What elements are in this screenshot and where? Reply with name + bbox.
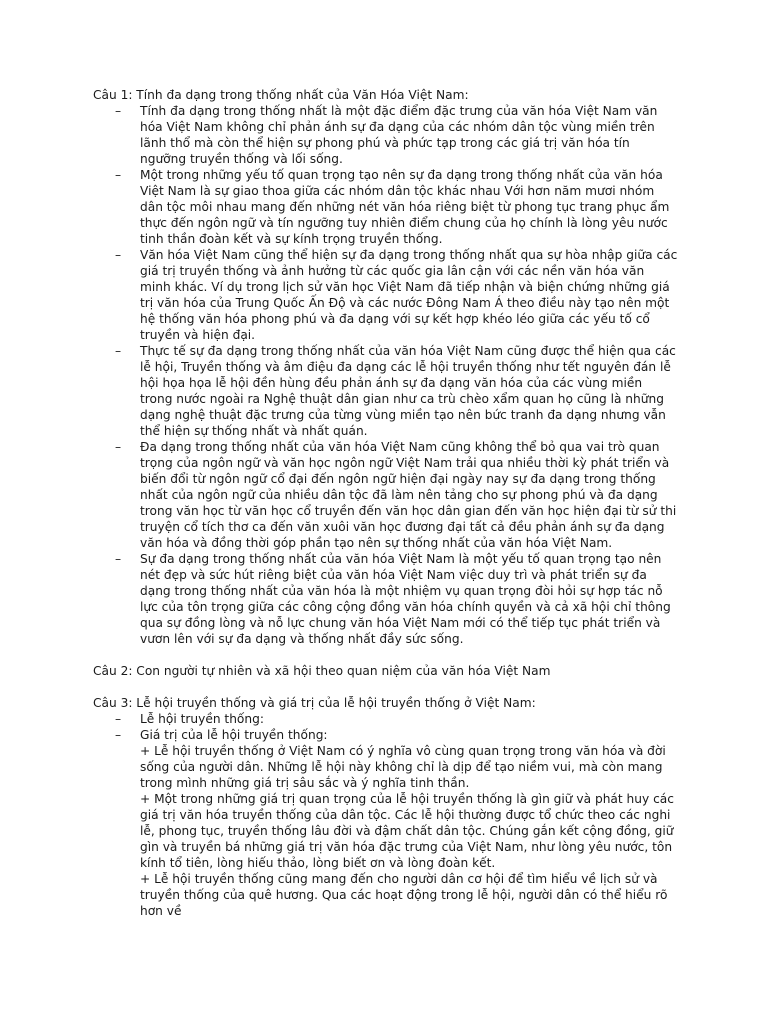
question-2-heading: Câu 2: Con người tự nhiên và xã hội theo quan niệm của văn hóa Việt Nam: [93, 664, 551, 678]
list-item-text: Lễ hội truyền thống:: [140, 712, 264, 726]
sub-paragraph: + Lễ hội truyền thống cũng mang đến cho người dân cơ hội để tìm hiểu về lịch sử và truyền thống của quê hương. Qua các hoạt động trong lễ hội, người dân có thể hiểu rõ hơn về: [140, 872, 668, 918]
dash-marker: –: [115, 104, 122, 118]
question-3-heading: Câu 3: Lễ hội truyền thống và giá trị của lễ hội truyền thống ở Việt Nam:: [93, 696, 536, 710]
list-item-text: Thực tế sự đa dạng trong thống nhất của văn hóa Việt Nam cũng được thể hiện qua các lễ hội, Truyền thống và âm điệu đa dạng các lễ hội truyền thống như tết nguyên đán lễ hội họa họa lễ hội đền hùng đều phản ánh sự đa dạng văn hóa của các vùng miền trong nước ngoài ra Nghệ thuật dân gian như ca trù chèo xẩm quan họ cũng là những dạng nghệ thuật đặc trưng của từng vùng miền tạo nên bức tranh đa dạng nhưng vẫn thể hiện sự thống nhất và nhất quán.: [140, 344, 676, 438]
dash-marker: –: [115, 344, 122, 358]
dash-marker: –: [115, 728, 122, 742]
question-3-list: [93, 711, 678, 743]
list-item-text: Sự đa dạng trong thống nhất của văn hóa Việt Nam là một yếu tố quan trọng tạo nên nét đẹp và sức hút riêng biệt của văn hóa Việt Nam việc duy trì và phát triển sự đa dạng trong thống nhất của văn hóa là một nhiệm vụ quan trọng đòi hỏi sự hợp tác nỗ lực của tôn trọng giữa các công cộng đồng văn hóa chính quyền và cả xã hội chỉ thông qua sự đồng lòng và nỗ lực chung văn hóa Việt Nam mới có thể tiếp tục phát triển và vươn lên với sự đa dạng và thống nhất đầy sức sống.: [140, 552, 671, 646]
list-item: [93, 551, 678, 647]
spacer: [93, 647, 678, 663]
spacer: [93, 679, 678, 695]
list-item: [93, 103, 678, 167]
list-item: [93, 727, 678, 743]
list-item-text: Giá trị của lễ hội truyền thống:: [140, 728, 328, 742]
list-item: [93, 167, 678, 247]
dash-marker: –: [115, 552, 122, 566]
list-item: [93, 439, 678, 551]
list-item: [93, 247, 678, 343]
dash-marker: –: [115, 248, 122, 262]
list-item: [93, 343, 678, 439]
dash-marker: –: [115, 440, 122, 454]
sub-paragraph: + Lễ hội truyền thống ở Việt Nam có ý nghĩa vô cùng quan trọng trong văn hóa và đời sống của người dân. Những lễ hội này không chỉ là dịp để tạo niềm vui, mà còn mang trong mình những giá trị sâu sắc và ý nghĩa tinh thần.: [140, 744, 666, 790]
list-item-text: Một trong những yếu tố quan trọng tạo nên sự đa dạng trong thống nhất của văn hóa Việt Nam là sự giao thoa giữa các nhóm dân tộc khác nhau Với hơn năm mươi nhóm dân tộc môi nhau mang đến những nét văn hóa riêng biệt từ phong tục trang phục ẩm thực đến ngôn ngữ và tín ngưỡng tuy nhiên điểm chung của họ chính là lòng yêu nước tinh thần đoàn kết và sự kính trọng truyền thống.: [140, 168, 670, 246]
list-item-text: Đa dạng trong thống nhất của văn hóa Việt Nam cũng không thể bỏ qua vai trò quan trọng của ngôn ngữ và văn học ngôn ngữ Việt Nam trải qua nhiều thời kỳ phát triển và biến đổi từ ngôn ngữ cổ đại đến ngôn ngữ hiện đại ngày nay sự đa dạng trong thống nhất của ngôn ngữ của nhiều dân tộc đã làm nên tảng cho sự phong phú và đa dạng trong văn học từ văn học cổ truyền đến văn học dân gian đến văn học hiện đại từ sử thi truyện cổ tích thơ ca đến văn xuôi văn học đương đại tất cả đều phản ánh sự đa dạng văn hóa và đồng thời góp phần tạo nên sự thống nhất của văn hóa Việt Nam.: [140, 440, 677, 550]
dash-marker: –: [115, 712, 122, 726]
question-1-heading: Câu 1: Tính đa dạng trong thống nhất của Văn Hóa Việt Nam:: [93, 88, 469, 102]
dash-marker: –: [115, 168, 122, 182]
list-item: [93, 711, 678, 727]
question-1-list: [93, 103, 678, 647]
list-item-text: Văn hóa Việt Nam cũng thể hiện sự đa dạng trong thống nhất qua sự hòa nhập giữa các giá trị truyền thống và ảnh hưởng từ các quốc gia lân cận với các nền văn hóa văn minh khác. Ví dụ trong lịch sử văn học Việt Nam đã tiếp nhận và biện chứng những giá trị văn hóa của Trung Quốc Ấn Độ và các nước Đông Nam Á theo điều này tạo nên một hệ thống văn hóa phong phú và đa dạng với sự kết hợp khéo léo giữa các yếu tố cổ truyền và hiện đại.: [140, 248, 678, 342]
list-item-text: Tính đa dạng trong thống nhất là một đặc điểm đặc trưng của văn hóa Việt Nam văn hóa Việt Nam không chỉ phản ánh sự đa dạng của các nhóm dân tộc vùng miền trên lãnh thổ mà còn thể hiện sự phong phú và phức tạp trong các giá trị văn hóa tín ngưỡng truyền thống và lối sống.: [140, 104, 658, 166]
document-body: [93, 87, 678, 919]
sub-paragraph: + Một trong những giá trị quan trọng của lễ hội truyền thống là gìn giữ và phát huy các giá trị văn hóa truyền thống của dân tộc. Các lễ hội thường được tổ chức theo các nghi lễ, phong tục, truyền thống lâu đời và đậm chất dân tộc. Chúng gắn kết cộng đồng, giữ gìn và truyền bá những giá trị văn hóa đặc trưng của Việt Nam, như lòng yêu nước, tôn kính tổ tiên, lòng hiếu thảo, lòng biết ơn và lòng đoàn kết.: [140, 792, 674, 870]
